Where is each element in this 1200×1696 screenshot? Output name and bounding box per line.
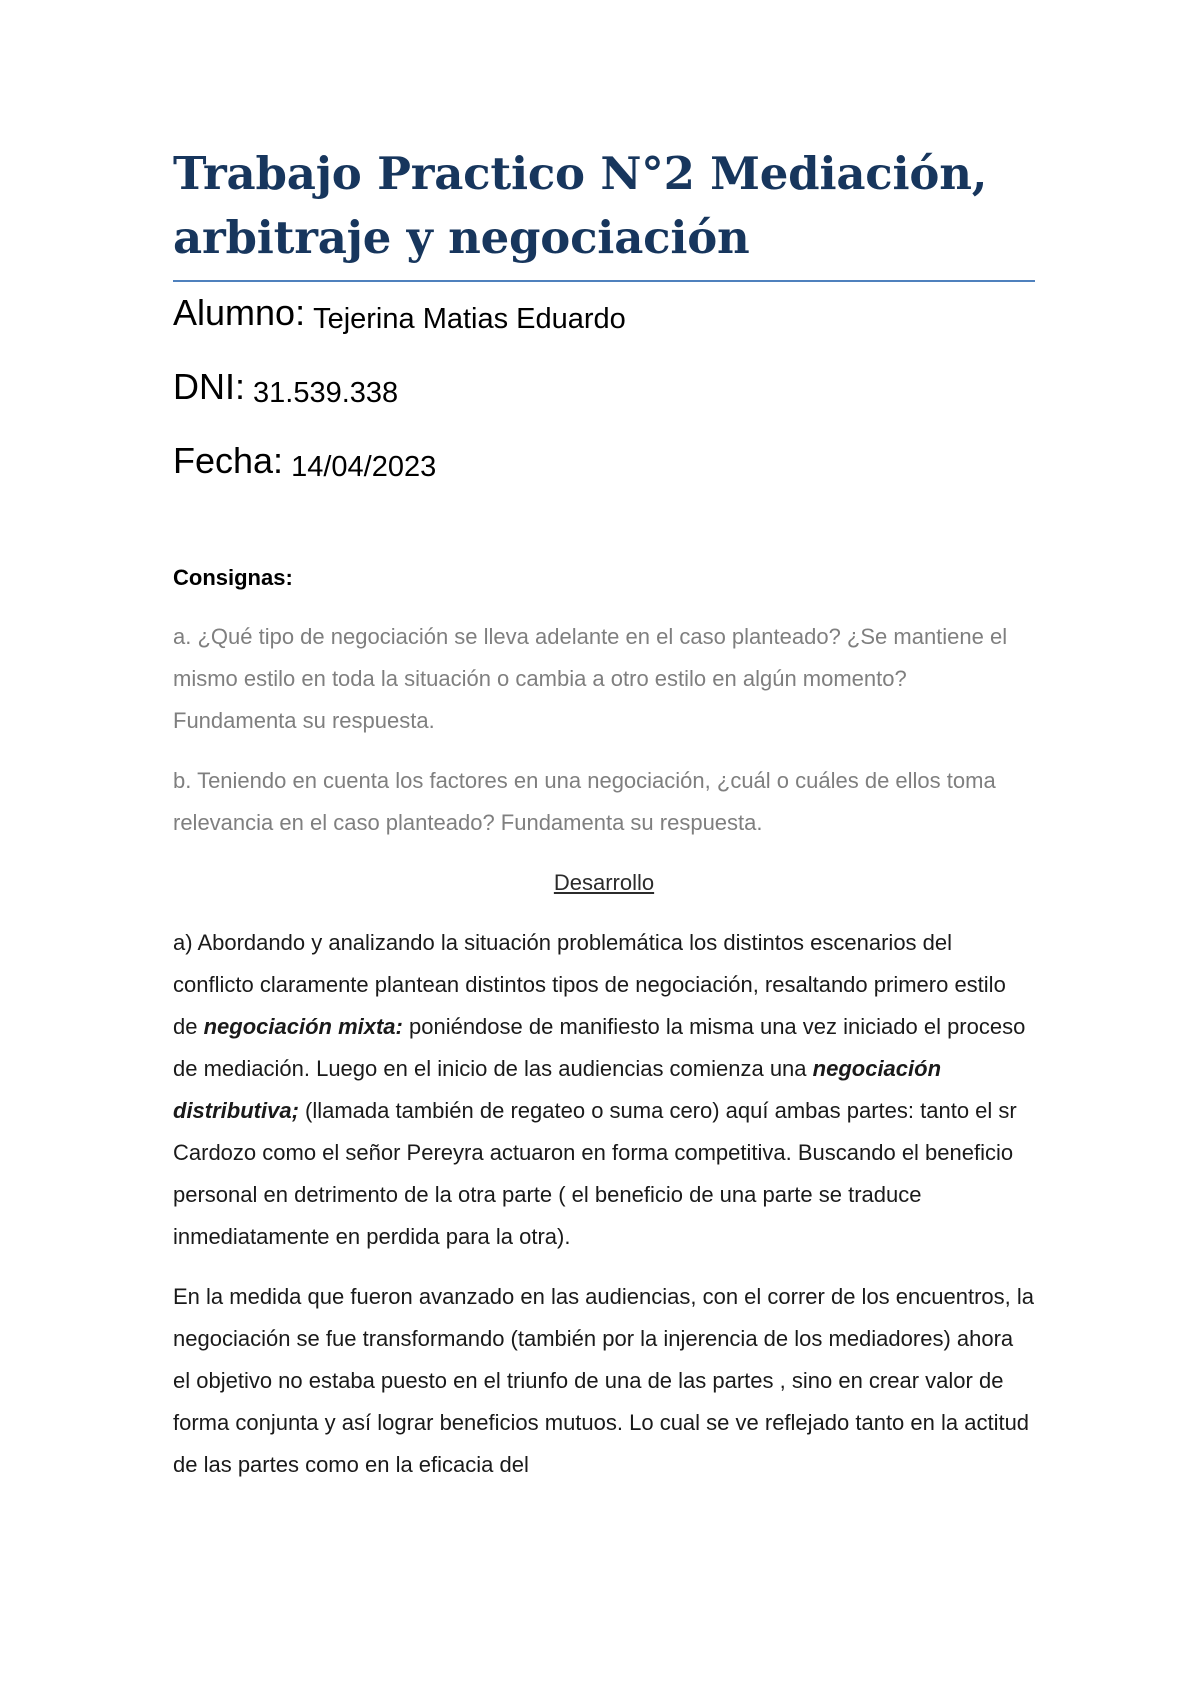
answer-a-emphasis-distributive: negociación distributiva; — [173, 1056, 942, 1123]
student-name: Tejerina Matias Eduardo — [313, 303, 626, 335]
document-title: Trabajo Practico N°2 Mediación, arbitraje y negociación — [173, 142, 1035, 282]
answer-paragraph-a — [173, 922, 1035, 1258]
answer-paragraph-b: En la medida que fueron avanzado en las audiencias, con el correr de los encuentros, la negociación se fue transformando (también por la injerencia de los mediadores) ahora el objetivo no estaba puesto en el triunfo de una de las partes , sino en crear valor de forma conjunta y así lograr beneficios mutuos. Lo cual se ve reflejado tanto en la actitud de las partes como en la eficacia del — [173, 1284, 1034, 1477]
student-label: Alumno: — [173, 292, 306, 333]
dni-line — [173, 364, 1035, 438]
prompt-b: b. Teniendo en cuenta los factores en una negociación, ¿cuál o cuáles de ellos toma relevancia en el caso planteado? Fundamenta su respuesta. — [173, 768, 996, 835]
answer-a-emphasis-mixed: negociación mixta: — [203, 1014, 403, 1039]
answer-a-text-1: a) Abordando y analizando la situación problemática los distintos escenarios del conflicto claramente plantean distintos tipos de negociación, resaltando primero estilo de — [173, 930, 1006, 1039]
answer-a-text-2: poniéndose de manifiesto la misma una vez iniciado el proceso de mediación. Luego en el inicio de las audiencias comienza una — [173, 1014, 1026, 1081]
dni-value: 31.539.338 — [253, 377, 399, 409]
student-line — [173, 290, 1035, 364]
date-value: 14/04/2023 — [291, 451, 437, 483]
instructions-heading: Consignas: — [173, 565, 293, 590]
prompt-a: a. ¿Qué tipo de negociación se lleva adelante en el caso planteado? ¿Se mantiene el mismo estilo en toda la situación o cambia a otro estilo en algún momento? Fundamenta su respuesta. — [173, 624, 1008, 733]
date-line — [173, 438, 1035, 512]
document-page — [173, 142, 1035, 1504]
answer-a-text-3: (llamada también de regateo o suma cero) aquí ambas partes: tanto el sr Cardozo como el señor Pereyra actuaron en forma competitiva. Buscando el beneficio personal en detrimento de la otra parte ( el beneficio de una parte se traduce inmediatamente en perdida para la otra). — [173, 1098, 1017, 1249]
date-label: Fecha: — [173, 440, 284, 481]
dni-label: DNI: — [173, 366, 245, 407]
development-heading: Desarrollo — [553, 870, 655, 895]
